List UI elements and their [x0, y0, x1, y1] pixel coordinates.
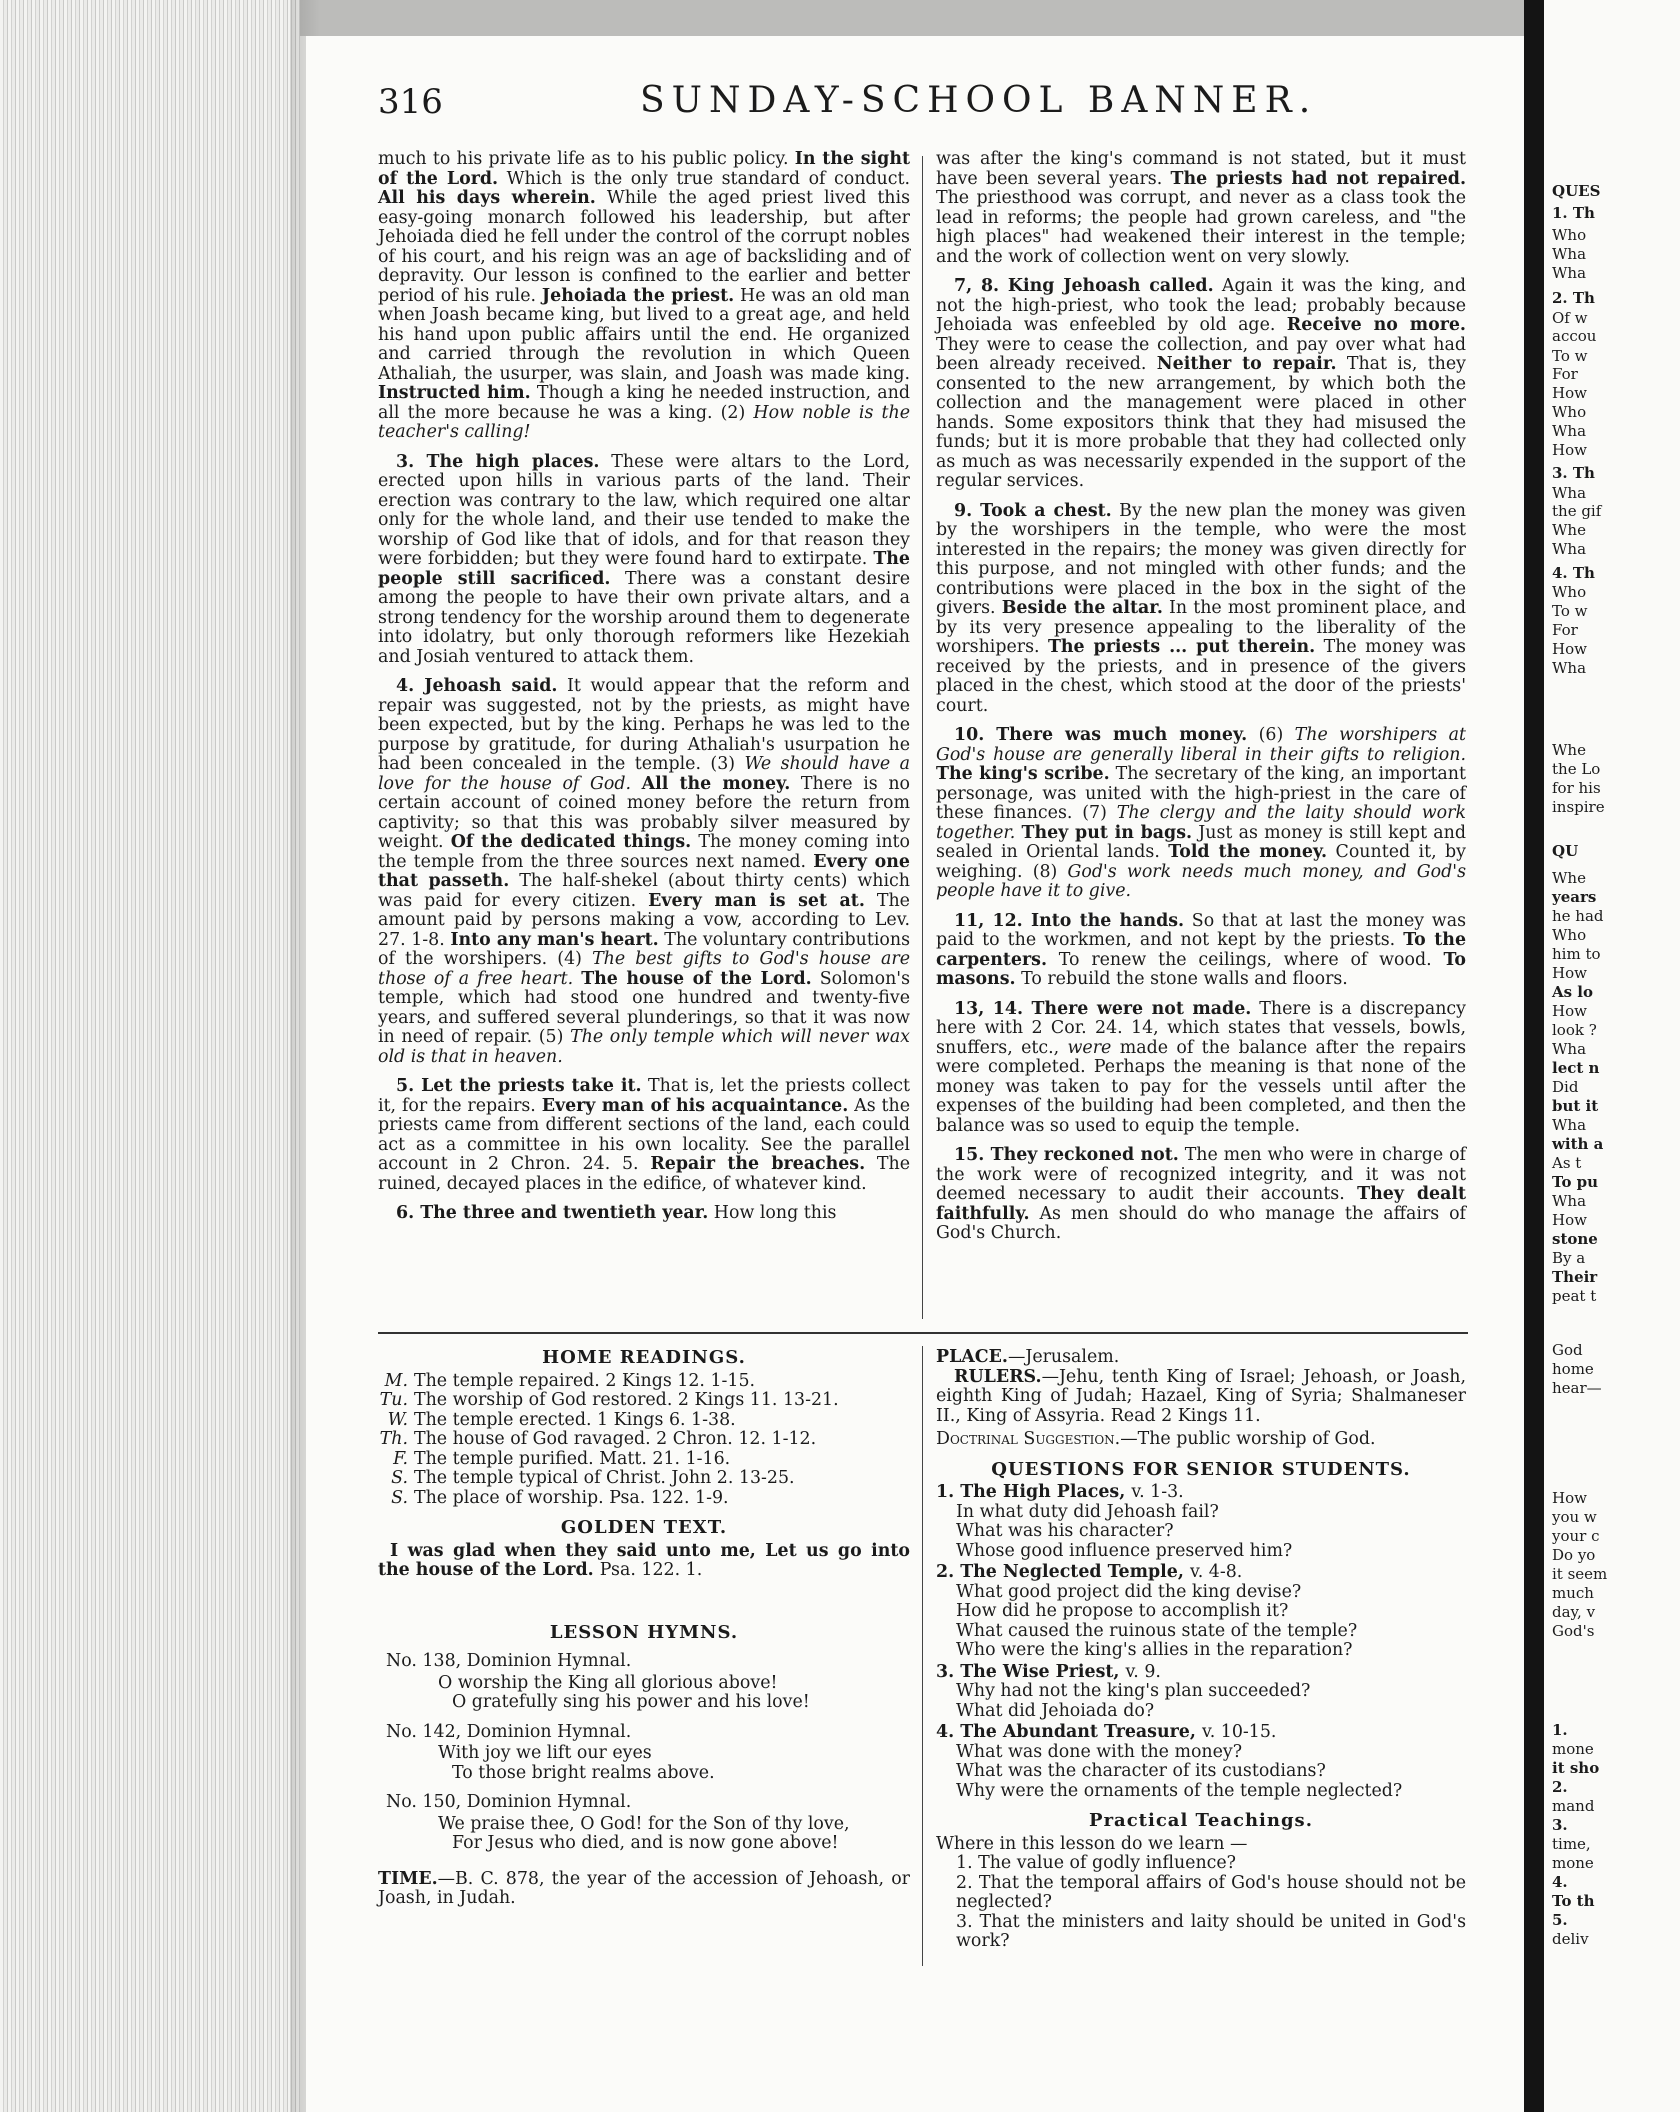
hymn-line: O gratefully sing his power and his love! — [452, 1692, 810, 1712]
facing-page-fragment: Do yo — [1552, 1546, 1596, 1564]
reading-day: M. — [384, 1370, 408, 1391]
rulers-note — [936, 1368, 1466, 1427]
reading-day: Tu. — [379, 1390, 408, 1410]
facing-page-fragment: years — [1552, 888, 1597, 906]
facing-page-fragment: Wha — [1552, 1116, 1587, 1134]
facing-page-fragment: your c — [1552, 1527, 1600, 1545]
facing-page-fragment: For — [1552, 365, 1578, 383]
facing-page-fragment: How — [1552, 441, 1587, 459]
hymn-number: No. 138, Dominion Hymnal. — [386, 1651, 632, 1671]
question-group-ref: v. 10-15. — [1201, 1722, 1277, 1742]
facing-page-fragment: How — [1552, 1489, 1587, 1507]
lesson-hymns-title: LESSON HYMNS. — [549, 1621, 739, 1643]
home-reading-item — [378, 1469, 910, 1489]
home-reading-item — [378, 1391, 910, 1411]
question-group-heading — [936, 1663, 1466, 1683]
commentary-paragraph: 5. Let the priests take it. That is, let the priests collect it, for the repairs. Every man of his acquaintance. As the priests came from different sections of the land, each could act as a committee in his own locality. See the parallel account in 2 Chron. 24. 5. Repair the breaches. The ruined, decayed places in the edifice, of whatever kind. — [378, 1076, 910, 1194]
facing-page-fragment: 1. Th — [1552, 204, 1595, 222]
facing-page-fragment: time, — [1552, 1835, 1591, 1853]
facing-page-fragment: mand — [1552, 1797, 1595, 1815]
facing-page-fragment: inspire — [1552, 798, 1605, 816]
facing-page-fragment: For — [1552, 621, 1578, 639]
facing-page-fragment: with a — [1552, 1135, 1604, 1153]
rulers-text: —Jehu, tenth King of Israel; Jehoash, or Joash, eighth King of Judah; Hazael, King of Syria; Shalmaneser II., King of Assyria. Read 2 Kings 11. — [936, 1366, 1466, 1426]
column-divider — [922, 156, 923, 1319]
facing-page-fragment: God's — [1552, 1622, 1595, 1640]
commentary-paragraph: 15. They reckoned not. The men who were in charge of the work were of recognized integrity, and it was not deemed necessary to audit their accounts. They dealt faithfully. As men should do who manage the affairs of God's Church. — [936, 1145, 1466, 1243]
facing-page-fragment: Whe — [1552, 869, 1586, 887]
lesson-hymns-list — [378, 1652, 910, 1854]
facing-page-fragment: Whe — [1552, 741, 1586, 759]
reading-text: The worship of God restored. 2 Kings 11. 13-21. — [414, 1390, 839, 1410]
hymn-number: No. 150, Dominion Hymnal. — [386, 1792, 632, 1812]
commentary-paragraph: 9. Took a chest. By the new plan the money was given by the worshipers in the temple, who were the most interested in the repairs; the money was given directly for this purpose, and not mingled with other funds; and the contributions were placed in the box in the sight of the givers. Beside the altar. In the most prominent place, and by its very presence appealing to the liberality of the worshipers. The priests ... put therein. The money was received by the priests, and in presence of the givers placed in the chest, which stood at the door of the priests' court. — [936, 500, 1467, 716]
reading-text: The temple typical of Christ. John 2. 13-25. — [414, 1468, 795, 1488]
commentary-paragraph: 13, 14. There were not made. There is a discrepancy here with 2 Cor. 24. 14, which states that vessels, bowls, snuffers, etc., were made of the balance after the repairs were completed. Perhaps the meaning is that none of the money was taken to pay for the vessels until after the expenses of the building had been completed, and then the balance was so used to equip the temple. — [936, 998, 1467, 1136]
facing-page-fragment: To pu — [1552, 1173, 1599, 1191]
doctrinal-note — [936, 1430, 1466, 1450]
facing-page-fragment: 1. — [1552, 1721, 1568, 1739]
facing-page-fragment: the Lo — [1552, 760, 1601, 778]
commentary-paragraph: much to his private life as to his public policy. In the sight of the Lord. Which is the only true standard of conduct. All his days wherein. While the aged priest lived this easy-going monarch followed his leadership, but after Jehoiada died he fell under the control of the corrupt nobles of his court, and his reign was an age of backsliding and of depravity. Our lesson is confined to the earlier and better period of his rule. Jehoiada the priest. He was an old man when Joash became king, but lived to a great age, and held his hand upon public affairs until the end. He organized and carried through the revolution in which Queen Athaliah, the usurper, was slain, and Joash was made king. Instructed him. Though a king he needed instruction, and all the more because he was a king. (2) How noble is the teacher's calling! — [378, 149, 911, 442]
commentary-paragraph: 7, 8. King Jehoash called. Again it was the king, and not the high-priest, who took the lead; probably because Jehoiada was enfeebled by old age. Receive no more. They were to cease the collection, and pay over what had been already received. Neither to repair. That is, they consented to the new arrangement, by which both the collection and the management were placed in other hands. Some expositors think that they had misused the funds; but it is more probable that they had collected only as much as was necessarily expended in the support of the regular services. — [936, 276, 1466, 491]
question-item: What caused the ruinous state of the temple? — [956, 1620, 1358, 1641]
doctrinal-text: —The public worship of God. — [1120, 1429, 1376, 1449]
facing-page-fragment: QUES — [1552, 182, 1601, 200]
facing-page-fragment: 2. — [1552, 1778, 1568, 1796]
facing-page-fragment: he had — [1552, 907, 1604, 925]
facing-page-fragment: Whe — [1552, 521, 1586, 539]
facing-page-fragment: As lo — [1552, 983, 1594, 1001]
facing-page-fragment: How — [1552, 640, 1587, 658]
reading-text: The temple repaired. 2 Kings 12. 1-15. — [414, 1370, 756, 1391]
reading-day: F. — [393, 1448, 408, 1469]
hymn-line: To those bright realms above. — [452, 1762, 715, 1783]
commentary-paragraph: was after the king's command is not stated, but it must have been several years. The priests had not repaired. The priesthood was corrupt, and never as a class took the lead in reforms; the people had grown careless, and "the high places" had weakened their interest in the temple; and the work of collection went on very slowly. — [936, 149, 1467, 267]
question-item: What was the character of its custodians? — [956, 1761, 1326, 1781]
facing-page-fragment: Wha — [1552, 540, 1587, 558]
commentary-column-right — [936, 150, 1466, 1254]
facing-page-fragment: Wha — [1552, 245, 1587, 263]
senior-questions-list — [936, 1483, 1466, 1801]
facing-page-fragment: accou — [1552, 327, 1597, 345]
facing-page-fragment: deliv — [1552, 1930, 1589, 1948]
facing-page-fragment: Who — [1552, 583, 1587, 601]
facing-page-fragment: much — [1552, 1584, 1594, 1602]
place-note — [936, 1348, 1466, 1368]
question-group-heading — [936, 1563, 1466, 1583]
question-group-title: 2. The Neglected Temple, — [936, 1562, 1190, 1582]
column-divider-lower — [922, 1346, 923, 1966]
facing-page-fragment: Of w — [1552, 309, 1588, 327]
facing-page-fragment: How — [1552, 964, 1587, 982]
question-item: What did Jehoiada do? — [956, 1700, 1155, 1721]
hymn-line: With joy we lift our eyes — [438, 1743, 652, 1763]
question-group-ref: v. 9. — [1125, 1661, 1161, 1682]
question-group-title: 3. The Wise Priest, — [936, 1661, 1126, 1682]
facing-page-fragment: Who — [1552, 226, 1587, 244]
commentary-paragraph: 11, 12. Into the hands. So that at last the money was paid to the workmen, and not kept by the priests. To the carpenters. To renew the ceilings, where of wood. To masons. To rebuild the stone walls and floors. — [936, 910, 1467, 989]
lesson-aids-right — [936, 1348, 1466, 1952]
practical-teachings-list — [936, 1854, 1466, 1952]
facing-page-fragment: How — [1552, 384, 1587, 402]
reading-text: The temple erected. 1 Kings 6. 1-38. — [414, 1409, 736, 1430]
facing-page-fragment: 4. — [1552, 1873, 1568, 1891]
lesson-aids-left — [378, 1348, 910, 1909]
reading-day: W. — [387, 1409, 408, 1430]
question-group-heading — [936, 1723, 1466, 1743]
facing-page-fragment: but it — [1552, 1097, 1599, 1115]
facing-page-fragment: Wha — [1552, 264, 1587, 282]
question-item: What was his character? — [956, 1521, 1174, 1541]
home-reading-item — [378, 1411, 910, 1431]
page-gutter — [1524, 0, 1544, 2112]
facing-page-fragment: To w — [1552, 602, 1588, 620]
facing-page-fragment: 2. Th — [1552, 289, 1595, 307]
question-item: Why had not the king's plan succeeded? — [956, 1681, 1311, 1701]
facing-page-fragment: 4. Th — [1552, 564, 1595, 582]
home-reading-item — [378, 1372, 910, 1392]
hymn-line: O worship the King all glorious above! — [438, 1672, 778, 1693]
facing-page-fragment: Wha — [1552, 659, 1587, 677]
facing-page-fragment: Their — [1552, 1268, 1598, 1286]
facing-page-fragment: How — [1552, 1211, 1587, 1229]
reading-text: The house of God ravaged. 2 Chron. 12. 1-12. — [414, 1429, 817, 1449]
hymn-number: No. 142, Dominion Hymnal. — [386, 1721, 632, 1742]
facing-page-fragment: To w — [1552, 347, 1588, 365]
rulers-label: RULERS. — [954, 1366, 1042, 1387]
facing-page-fragment: How — [1552, 1002, 1587, 1020]
commentary-paragraph: 6. The three and twentieth year. How long this — [396, 1203, 837, 1223]
time-text: —B. C. 878, the year of the accession of Jehoash, or Joash, in Judah. — [378, 1868, 910, 1908]
home-reading-item — [378, 1430, 910, 1450]
reading-text: The temple purified. Matt. 21. 1-16. — [414, 1448, 731, 1469]
facing-page-fragment: day, v — [1552, 1603, 1596, 1621]
home-readings-title: HOME READINGS. — [542, 1347, 746, 1368]
golden-text — [378, 1542, 910, 1581]
question-item: What was done with the money? — [956, 1741, 1243, 1762]
facing-page-fragment: the gif — [1552, 502, 1602, 520]
time-label: TIME. — [378, 1868, 438, 1889]
facing-page-fragment: God — [1552, 1341, 1583, 1359]
facing-page-fragment: Wha — [1552, 1192, 1587, 1210]
question-item: In what duty did Jehoash fail? — [956, 1501, 1219, 1522]
facing-page-fragment: QU — [1552, 842, 1579, 860]
place-text: —Jerusalem. — [1007, 1347, 1120, 1367]
practical-intro: Where in this lesson do we learn — — [936, 1833, 1248, 1854]
facing-page-fragment: Wha — [1552, 484, 1587, 502]
question-group-heading — [936, 1483, 1466, 1503]
practical-teaching-item: 2. That the temporal affairs of God's house should not be neglected? — [956, 1872, 1466, 1912]
facing-page-fragment: Did — [1552, 1078, 1579, 1096]
home-readings-list — [378, 1372, 910, 1509]
commentary-paragraph: 4. Jehoash said. It would appear that the reform and repair was suggested, not by the priests, as might have been expected, but by the king. Perhaps he was led to the purpose by gratitude, for during Athaliah's usurpation he had been concealed in the temple. (3) We should have a love for the house of God. All the money. There is no certain account of coined money before the return from captivity; so that this was probably silver measured by weight. Of the dedicated things. The money coming into the temple from the three sources next named. Every one that passeth. The half-shekel (about thirty cents) which was paid for every citizen. Every man is set at. The amount paid by persons making a vow, according to Lev. 27. 1-8. Into any man's heart. The voluntary contributions of the worshipers. (4) The best gifts to God's house are those of a free heart. The house of the Lord. Solomon's temple, which had stood one hundred and twenty-five years, and suffered several plunderings, so that it was now in need of repair. (5) The only temple which will never wax old is that in heaven. — [378, 676, 911, 1067]
home-reading-item — [378, 1450, 910, 1470]
golden-text-body: I was glad when they said unto me, Let us go into the house of the Lord. — [378, 1540, 910, 1580]
book-binding-edge — [0, 0, 300, 2112]
facing-page-fragment: 3. — [1552, 1816, 1568, 1834]
facing-page-fragment: By a — [1552, 1249, 1586, 1267]
section-divider — [378, 1332, 1468, 1334]
reading-day: S. — [391, 1487, 408, 1508]
facing-page-fragment: As t — [1552, 1154, 1582, 1172]
facing-page-fragment: for his — [1552, 779, 1601, 797]
hymn-line: We praise thee, O God! for the Son of thy love, — [438, 1813, 850, 1834]
time-note — [378, 1870, 910, 1909]
facing-page-fragment: Wha — [1552, 1040, 1587, 1058]
right-page-fragment — [1544, 0, 1680, 2112]
commentary-paragraph: 3. The high places. These were altars to the Lord, erected upon hills in various parts of the land. Their erection was contrary to the law, which required one altar only for the whole land, and their use tended to make the worship of God like that of idols, and for that reason they were forbidden; but they were found hard to extirpate. The people still sacrificed. There was a constant desire among the people to have their own private altars, and a strong tendency for the worship around them to degenerate into idolatry, but only thorough reformers like Hezekiah and Josiah ventured to attack them. — [378, 451, 910, 667]
reading-day: S. — [391, 1468, 408, 1488]
commentary-column-left — [378, 150, 910, 1234]
facing-page-fragment: stone — [1552, 1230, 1598, 1248]
facing-page-fragment: 5. — [1552, 1911, 1568, 1929]
doctrinal-label: Doctrinal Suggestion. — [936, 1429, 1121, 1449]
question-item: Why were the ornaments of the temple neglected? — [956, 1780, 1403, 1801]
facing-page-fragment: you w — [1552, 1508, 1597, 1526]
facing-page-fragment: Wha — [1552, 422, 1587, 440]
facing-page-fragment: peat t — [1552, 1287, 1597, 1305]
facing-page-fragment: it seem — [1552, 1565, 1608, 1583]
commentary-paragraph: 10. There was much money. (6) The worshipers at God's house are generally liberal in their gifts to religion. The king's scribe. The secretary of the king, an important personage, was united with the high-priest in the care of these finances. (7) The clergy and the laity should work together. They put in bags. Just as money is still kept and sealed in Oriental lands. Told the money. Counted it, by weighing. (8) God's work needs much money, and God's people have it to give. — [936, 725, 1467, 901]
question-item: What good project did the king devise? — [956, 1581, 1302, 1602]
facing-page-fragment: Who — [1552, 926, 1587, 944]
question-group-title: 4. The Abundant Treasure, — [936, 1722, 1202, 1742]
hymn-line: For Jesus who died, and is now gone above! — [452, 1833, 839, 1853]
facing-page-fragment: mone — [1552, 1854, 1594, 1872]
facing-page-fragment: To th — [1552, 1892, 1595, 1910]
golden-text-ref: Psa. 122. 1. — [599, 1560, 703, 1580]
facing-page-fragment: mone — [1552, 1740, 1594, 1758]
question-group-ref: v. 1-3. — [1131, 1482, 1184, 1502]
question-item: How did he propose to accomplish it? — [956, 1601, 1289, 1621]
facing-page-fragment: Who — [1552, 403, 1587, 421]
facing-page-fragment: hear— — [1552, 1379, 1602, 1397]
question-group-title: 1. The High Places, — [936, 1482, 1132, 1502]
practical-teachings-title: Practical Teachings. — [1089, 1810, 1313, 1831]
page-number: 316 — [378, 82, 443, 122]
question-item: Whose good influence preserved him? — [956, 1540, 1293, 1561]
facing-page-fragment: it sho — [1552, 1759, 1600, 1777]
golden-text-title: GOLDEN TEXT. — [560, 1517, 728, 1538]
reading-day: Th. — [379, 1429, 408, 1449]
senior-questions-title: QUESTIONS FOR SENIOR STUDENTS. — [991, 1458, 1411, 1480]
reading-text: The place of worship. Psa. 122. 1-9. — [414, 1487, 729, 1508]
facing-page-fragment: home — [1552, 1360, 1594, 1378]
facing-page-fragment: lect n — [1552, 1059, 1600, 1077]
place-label: PLACE. — [936, 1347, 1008, 1367]
facing-page-fragment: look ? — [1552, 1021, 1597, 1039]
facing-page-fragment: 3. Th — [1552, 464, 1595, 482]
question-group-ref: v. 4-8. — [1189, 1562, 1243, 1582]
running-title: SUNDAY-SCHOOL BANNER. — [640, 80, 1318, 121]
practical-teaching-item: 1. The value of godly influence? — [956, 1853, 1237, 1873]
home-reading-item — [378, 1489, 910, 1509]
practical-teaching-item: 3. That the ministers and laity should be united in God's work? — [956, 1911, 1466, 1951]
facing-page-fragment: him to — [1552, 945, 1601, 963]
question-item: Who were the king's allies in the reparation? — [956, 1640, 1353, 1660]
